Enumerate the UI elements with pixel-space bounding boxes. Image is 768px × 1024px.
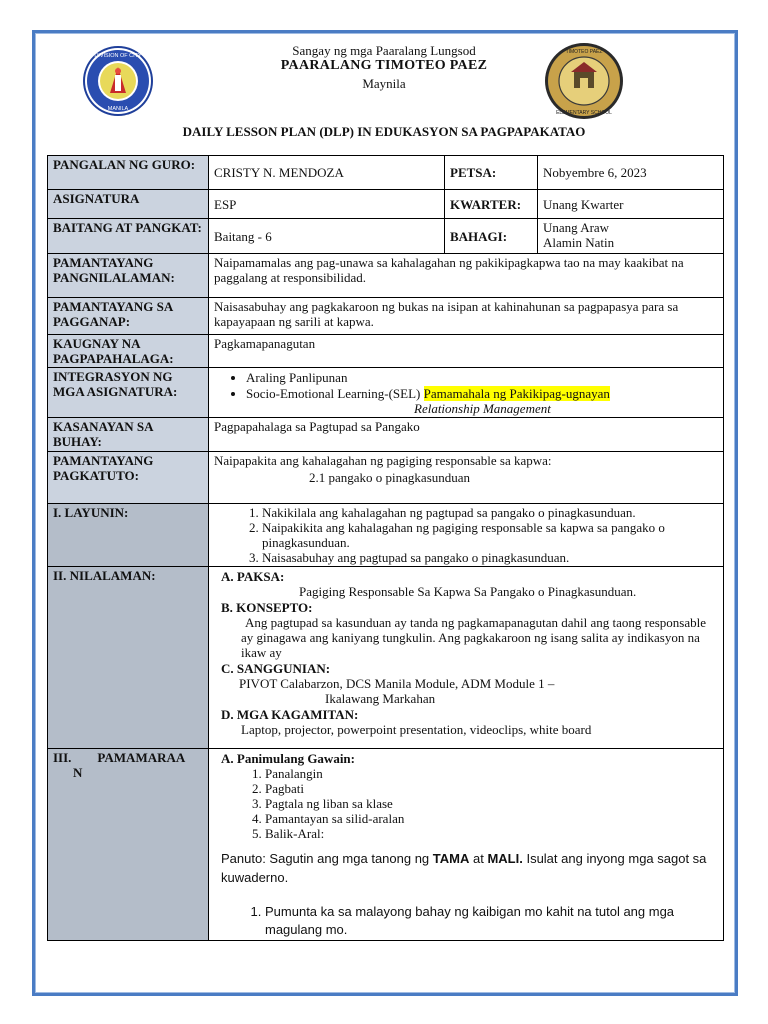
layunin-list xyxy=(214,505,718,565)
kwarter-value: Unang Kwarter xyxy=(538,190,724,219)
panuto-tama: TAMA xyxy=(432,851,470,866)
tanong-list xyxy=(221,903,718,939)
guro-label: PANGALAN NG GURO: xyxy=(48,156,209,190)
table-row xyxy=(48,567,724,749)
bahagi-line-2: Alamin Natin xyxy=(543,235,615,250)
kasanayan-value: Pagpapahalaga sa Pagtupad sa Pangako xyxy=(209,418,724,452)
pagkatuto-label: PAMANTAYANG PAGKATUTO: xyxy=(48,452,209,504)
sanggunian-label: C. SANGGUNIAN: xyxy=(221,661,331,676)
petsa-value: Nobyembre 6, 2023 xyxy=(538,156,724,190)
pamamaraan-label-line-1: III. PAMAMARAA xyxy=(53,750,186,765)
list-item: • Araling Panlipunan xyxy=(246,370,718,385)
relationship-management: Relationship Management xyxy=(414,401,551,416)
svg-text:MANILA: MANILA xyxy=(107,106,129,112)
kwarter-label: KWARTER: xyxy=(445,190,538,219)
table-row xyxy=(48,219,724,254)
konsepto-value: Ang pagtupad sa kasunduan ay tanda ng pagkamapanagutan dahil ang taong responsable ay ginagawa ang kaniyang tungkulin. Ang pagkakaroon ng isang salita ay indikasyon na ikaw ay xyxy=(241,615,706,660)
table-row xyxy=(48,254,724,298)
integrasyon-label: INTEGRASYON NG MGA ASIGNATURA: xyxy=(48,368,209,418)
panuto-at: at xyxy=(469,851,488,866)
paksa-value: Pagiging Responsable Sa Kapwa Sa Pangako o Pinagkasunduan. xyxy=(299,584,637,599)
baitang-label: BAITANG AT PANGKAT: xyxy=(48,219,209,254)
pamamaraan-label xyxy=(48,749,209,941)
sanggunian-line-2: Ikalawang Markahan xyxy=(325,691,436,706)
petsa-label: PETSA: xyxy=(445,156,538,190)
pagkatuto-value xyxy=(209,452,724,504)
list-item: 2. Pagbati xyxy=(265,781,718,796)
school-name: PAARALANG TIMOTEO PAEZ xyxy=(280,58,488,73)
city-text: Maynila xyxy=(362,76,406,91)
bahagi-value xyxy=(538,219,724,254)
panuto-mali: MALI. xyxy=(487,851,523,866)
kasanayan-label: KASANAYAN SA BUHAY: xyxy=(48,418,209,452)
pangnilalaman-value: Naipamamalas ang pag-unawa sa kahalagahan ng pakikipagkapwa tao na may kaakibat na paggalang at responsibilidad. xyxy=(209,254,724,298)
svg-text:ELEMENTARY SCHOOL: ELEMENTARY SCHOOL xyxy=(556,110,612,116)
asignatura-value: ESP xyxy=(209,190,445,219)
pamamaraan-label-line-2: N xyxy=(73,765,83,780)
pangnilalaman-label: PAMANTAYANG PANGNILALAMAN: xyxy=(48,254,209,298)
pamamaraan-value xyxy=(209,749,724,941)
table-row xyxy=(48,298,724,335)
table-row xyxy=(48,452,724,504)
sel-text: Socio-Emotional Learning-(SEL) xyxy=(246,386,424,401)
table-row xyxy=(48,335,724,368)
list-item: 2. Naipakikita ang kahalagahan ng pagiging responsable sa kapwa sa pangako o pinagkasunduan. xyxy=(262,520,718,550)
integrasyon-value xyxy=(209,368,724,418)
kagamitan-value: Laptop, projector, powerpoint presentation, videoclips, white board xyxy=(241,722,592,737)
list-item: 3. Pagtala ng liban sa klase xyxy=(265,796,718,811)
kaugnay-label: KAUGNAY NA PAGPAPAHALAGA: xyxy=(48,335,209,368)
bahagi-label: BAHAGI: xyxy=(445,219,538,254)
asignatura-label: ASIGNATURA xyxy=(48,190,209,219)
sangay-text: Sangay ng mga Paaralang Lungsod xyxy=(292,43,476,58)
integrasyon-list xyxy=(214,370,718,401)
sanggunian-line-1: PIVOT Calabarzon, DCS Manila Module, ADM Module 1 – xyxy=(239,676,555,691)
kaugnay-value: Pagkamapanagutan xyxy=(209,335,724,368)
list-item: 1. Panalangin xyxy=(265,766,718,781)
pagkatuto-text: Naipapakita ang kahalagahan ng pagiging responsable sa kapwa: xyxy=(214,453,552,468)
pagkatuto-sub: 2.1 pangako o pinagkasunduan xyxy=(309,470,471,485)
nilalaman-label: II. NILALAMAN: xyxy=(48,567,209,749)
panimula-label: A. Panimulang Gawain: xyxy=(221,751,355,766)
svg-text:TIMOTEO PAEZ: TIMOTEO PAEZ xyxy=(565,49,603,55)
pagganap-label: PAMANTAYANG SA PAGGANAP: xyxy=(48,298,209,335)
panuto-pre: Panuto: Sagutin ang mga tanong ng xyxy=(221,851,433,866)
panuto-post: Isulat ang inyong mga sagot sa kuwaderno. xyxy=(221,851,707,885)
table-row xyxy=(48,418,724,452)
table-row xyxy=(48,368,724,418)
layunin-label: I. LAYUNIN: xyxy=(48,504,209,567)
svg-text:DIVISION OF CITY: DIVISION OF CITY xyxy=(94,53,142,59)
baitang-value: Baitang - 6 xyxy=(209,219,445,254)
list-item: 1. Nakikilala ang kahalagahan ng pagtupad sa pangako o pinagkasunduan. xyxy=(262,505,718,520)
lesson-plan-table xyxy=(47,155,724,941)
document-title: DAILY LESSON PLAN (DLP) IN EDUKASYON SA PAGPAPAKATAO xyxy=(182,124,586,139)
panimula-list xyxy=(221,766,718,841)
list-item: 5. Balik-Aral: xyxy=(265,826,718,841)
list-item: 4. Pamantayan sa silid-aralan xyxy=(265,811,718,826)
layunin-value xyxy=(209,504,724,567)
list-item: 1. Pumunta ka sa malayong bahay ng kaibigan mo kahit na tutol ang mga magulang mo. xyxy=(265,903,718,939)
table-row xyxy=(48,504,724,567)
table-row xyxy=(48,190,724,219)
pagganap-value: Naisasabuhay ang pagkakaroon ng bukas na isipan at kahinahunan sa pagpapasya para sa kapayapaan ng sarili at kapwa. xyxy=(209,298,724,335)
nilalaman-value xyxy=(209,567,724,749)
guro-value: CRISTY N. MENDOZA xyxy=(209,156,445,190)
bahagi-line-1: Unang Araw xyxy=(543,220,610,235)
kagamitan-label: D. MGA KAGAMITAN: xyxy=(221,707,359,722)
list-item: 3. Naisasabuhay ang pagtupad sa pangako o pinagkasunduan. xyxy=(262,550,718,565)
list-item xyxy=(246,386,718,401)
konsepto-label: B. KONSEPTO: xyxy=(221,600,313,615)
table-row xyxy=(48,749,724,941)
table-row xyxy=(48,156,724,190)
panuto-text xyxy=(221,849,718,887)
paksa-label: A. PAKSA: xyxy=(221,569,285,584)
sel-highlight: Pamamahala ng Pakikipag-ugnayan xyxy=(423,386,610,401)
